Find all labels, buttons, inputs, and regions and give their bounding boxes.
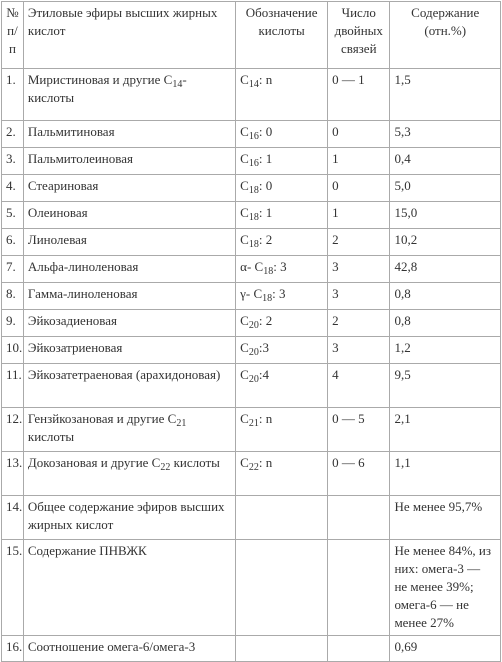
table-row <box>2 283 501 310</box>
row-num: 5. <box>2 202 24 229</box>
row-double-bonds <box>328 496 390 540</box>
row-double-bonds: 0 — 1 <box>328 69 390 121</box>
table-row <box>2 148 501 175</box>
row-name: Альфа-линоленовая <box>23 256 235 283</box>
header-num: № п/п <box>2 2 24 69</box>
table-row <box>2 121 501 148</box>
row-double-bonds: 3 <box>328 337 390 364</box>
table-row-total <box>2 496 501 540</box>
row-content: Не менее 84%, из них: омега-3 — не менее 39%; омега-6 — не менее 27% <box>390 540 501 636</box>
row-designation: $C_{20}:3$ <box>236 337 328 364</box>
row-designation: $C_{18}$: 1 <box>236 202 328 229</box>
row-designation: $C_{22}$: n <box>236 452 328 496</box>
row-content: 2,1 <box>390 408 501 452</box>
row-double-bonds: 0 <box>328 121 390 148</box>
row-content: 5,3 <box>390 121 501 148</box>
row-name: Миристиновая и другие $C_{14}$-кислоты <box>23 69 235 121</box>
row-double-bonds: 2 <box>328 310 390 337</box>
row-name: Гамма-линоленовая <box>23 283 235 310</box>
table-row <box>2 364 501 408</box>
row-designation: γ- $C_{18}$: 3 <box>236 283 328 310</box>
table-row <box>2 256 501 283</box>
row-num: 7. <box>2 256 24 283</box>
row-double-bonds: 3 <box>328 283 390 310</box>
table-row-ratio <box>2 636 501 662</box>
row-content: 5,0 <box>390 175 501 202</box>
row-content: 1,2 <box>390 337 501 364</box>
row-num: 1. <box>2 69 24 121</box>
row-name: Докозановая и другие $C_{22}$ кислоты <box>23 452 235 496</box>
fatty-acids-table <box>1 1 501 662</box>
row-name: Пальмитолеиновая <box>23 148 235 175</box>
table-row <box>2 229 501 256</box>
header-name: Этиловые эфиры высших жирных кислот <box>23 2 235 69</box>
row-double-bonds <box>328 636 390 662</box>
header-double-bonds: Число двойных связей <box>328 2 390 69</box>
row-designation <box>236 636 328 662</box>
row-content: 0,69 <box>390 636 501 662</box>
header-designation: Обозначение кислоты <box>236 2 328 69</box>
row-name: Эйкозатетраеновая (арахидоновая) <box>23 364 235 408</box>
row-designation <box>236 496 328 540</box>
table-row <box>2 408 501 452</box>
table-row-pufa <box>2 540 501 636</box>
row-double-bonds: 0 — 5 <box>328 408 390 452</box>
table-row <box>2 337 501 364</box>
row-num: 3. <box>2 148 24 175</box>
table-row <box>2 452 501 496</box>
row-num: 8. <box>2 283 24 310</box>
header-content: Содержание (отн.%) <box>390 2 501 69</box>
row-name: Содержание ПНВЖК <box>23 540 235 636</box>
row-double-bonds: 0 — 6 <box>328 452 390 496</box>
row-designation: $C_{16}$: 0 <box>236 121 328 148</box>
row-double-bonds: 0 <box>328 175 390 202</box>
row-double-bonds: 2 <box>328 229 390 256</box>
row-content: 0,8 <box>390 283 501 310</box>
row-name: Линолевая <box>23 229 235 256</box>
row-designation: $C_{21}$: n <box>236 408 328 452</box>
row-double-bonds: 4 <box>328 364 390 408</box>
row-content: 9,5 <box>390 364 501 408</box>
row-designation: $C_{20}:4$ <box>236 364 328 408</box>
row-double-bonds: 3 <box>328 256 390 283</box>
row-num: 6. <box>2 229 24 256</box>
row-content: 10,2 <box>390 229 501 256</box>
row-num: 2. <box>2 121 24 148</box>
row-num: 11. <box>2 364 24 408</box>
row-double-bonds <box>328 540 390 636</box>
row-content: 1,1 <box>390 452 501 496</box>
row-num: 15. <box>2 540 24 636</box>
row-designation: $C_{14}$: n <box>236 69 328 121</box>
table-row <box>2 175 501 202</box>
table-header-row <box>2 2 501 69</box>
row-num: 16. <box>2 636 24 662</box>
row-num: 4. <box>2 175 24 202</box>
table-body <box>2 69 501 662</box>
row-designation: $C_{18}$: 2 <box>236 229 328 256</box>
row-num: 13. <box>2 452 24 496</box>
row-num: 12. <box>2 408 24 452</box>
row-content: 1,5 <box>390 69 501 121</box>
row-name: Эйкозатриеновая <box>23 337 235 364</box>
row-num: 14. <box>2 496 24 540</box>
table-row <box>2 69 501 121</box>
row-name: Общее содержание эфиров высших жирных кислот <box>23 496 235 540</box>
row-content: 0,4 <box>390 148 501 175</box>
table-row <box>2 310 501 337</box>
row-name: Олеиновая <box>23 202 235 229</box>
row-content: 0,8 <box>390 310 501 337</box>
row-content: Не менее 95,7% <box>390 496 501 540</box>
row-name: Стеариновая <box>23 175 235 202</box>
row-name: Соотношение омега-6/омега-3 <box>23 636 235 662</box>
row-double-bonds: 1 <box>328 202 390 229</box>
row-double-bonds: 1 <box>328 148 390 175</box>
row-num: 9. <box>2 310 24 337</box>
row-content: 42,8 <box>390 256 501 283</box>
row-num: 10. <box>2 337 24 364</box>
row-designation: $C_{20}$: 2 <box>236 310 328 337</box>
row-content: 15,0 <box>390 202 501 229</box>
row-designation: $C_{16}$: 1 <box>236 148 328 175</box>
row-designation: α- $C_{18}$: 3 <box>236 256 328 283</box>
row-name: Эйкозадиеновая <box>23 310 235 337</box>
row-name: Пальмитиновая <box>23 121 235 148</box>
table-row <box>2 202 501 229</box>
row-designation: $C_{18}$: 0 <box>236 175 328 202</box>
row-designation <box>236 540 328 636</box>
row-name: Гензйкозановая и другие $C_{21}$ кислоты <box>23 408 235 452</box>
